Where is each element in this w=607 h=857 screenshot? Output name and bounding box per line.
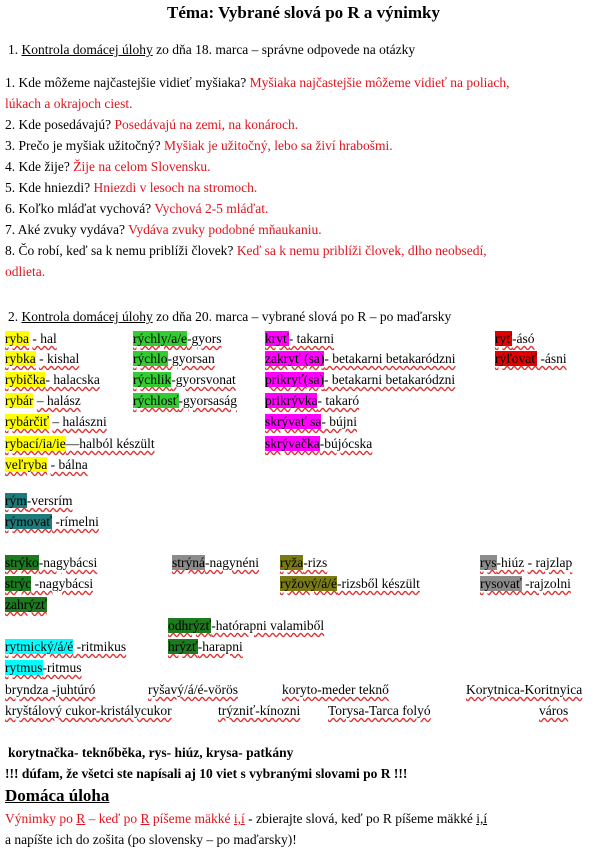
word-zahryzt: zahrýzť	[5, 597, 47, 612]
answer-text: Myšiaka najčastejšie môžeme vidieť na poliach,	[249, 75, 510, 90]
answer-text: Posedávajú na zemi, na konároch.	[114, 117, 299, 132]
word-rysavy: ryšavý/á/é-vörös	[148, 682, 238, 697]
homework-line1: Výnimky po R – keď po R píšeme mäkké i,í - zbierajte slová, keď po R píšeme mäkké i,í	[5, 811, 488, 826]
section2-heading: 2. Kontrola domácej úlohy zo dňa 20. marca – vybrané slová po R – po maďarsky	[8, 309, 452, 324]
word-torysa: Torysa-Tarca folyó	[328, 703, 431, 718]
word-rybka: rybka - kishal	[5, 351, 80, 366]
word-skryvacka: skrývačka-bújócska	[265, 436, 373, 451]
answer-text: Vychová 2-5 mláďat.	[154, 201, 269, 216]
word-ryba: ryba - hal	[5, 331, 57, 346]
word-hryzt: hrýzť-harapni	[168, 639, 243, 654]
qa-item	[5, 200, 268, 217]
word-odhryzt: odhrýzť-hatórapni valamiből	[168, 618, 325, 633]
page-title: Téma: Vybrané slová po R a výnimky	[167, 3, 440, 22]
word-rychlo: rýchlo-gyorsan	[133, 351, 215, 366]
qa-item	[5, 74, 510, 91]
word-rysovat: rysovať -rajzolni	[480, 576, 571, 591]
qa-item	[5, 158, 210, 175]
word-rymovat: rýmovať -rímelni	[5, 514, 99, 529]
word-rytmus: rytmus-ritmus	[5, 660, 82, 675]
word-ryvat: rýľovať -ásni	[495, 351, 567, 366]
word-velryba: veľryba - bálna	[5, 457, 88, 472]
qa-item	[5, 137, 393, 154]
word-stryc: strýc -nagybácsi	[5, 576, 94, 591]
question-text: 8. Čo robí, keď sa k nemu priblíži človek?	[5, 243, 234, 258]
qa-item	[5, 116, 298, 133]
answer-text: Vydáva zvuky podobné mňaukaniu.	[128, 222, 322, 237]
answer-text: Myšiak je užitočný, lebo sa živí hrabošmi.	[163, 138, 393, 153]
question-text: 7. Aké zvuky vydáva?	[5, 222, 125, 237]
question-text: 3. Prečo je myšiak užitočný?	[5, 138, 161, 153]
word-stryna: strýná-nagynéni	[172, 555, 259, 570]
answer-continuation: lúkach a okrajoch ciest.	[5, 96, 133, 111]
word-rybarcit: rybárčiť – halászni	[5, 414, 107, 429]
word-rychlik: rýchlik-gyorsvonat	[133, 372, 236, 387]
homework-heading: Domáca úloha	[5, 786, 110, 805]
word-rybar: rybár – halász	[5, 393, 81, 408]
question-text: 6. Koľko mláďat vychová?	[5, 201, 152, 216]
word-skryvat: skrývať sa- bújni	[265, 414, 358, 429]
word-rybicka: rybička- halacska	[5, 372, 100, 387]
word-varos: város	[539, 703, 569, 718]
word-koryto: koryto-meder teknő	[282, 682, 389, 697]
word-prikryt: prikryť(sa)- betakarni betakaródzni	[265, 372, 456, 387]
word-rytmicky: rytmický/á/é -ritmikus	[5, 639, 127, 654]
word-kryt: kryť- takarni	[265, 331, 335, 346]
word-rychly: rýchly/a/e-gyors	[133, 331, 222, 346]
question-text: 4. Kde žije?	[5, 159, 70, 174]
word-rychlost: rýchlosť-gyorsaság	[133, 393, 237, 408]
word-rybaci: rybací/ia/ie—halból készült	[5, 436, 155, 451]
answer-text: Hniezdi v lesoch na stromoch.	[93, 180, 258, 195]
qa-item	[5, 221, 322, 238]
answer-continuation: odlieta.	[5, 264, 46, 279]
word-ryt: ryť-ásó	[495, 331, 535, 346]
qa-item	[5, 242, 487, 259]
word-ryzovy: ryžový/á/é-rizsből készült	[280, 576, 420, 591]
homework-line2: a napíšte ich do zošita (po slovensky – po maďarsky)!	[5, 832, 297, 847]
word-prikryvka: prikrývka- takaró	[265, 393, 360, 408]
word-tryznit: trýzniť-kínozni	[218, 703, 301, 718]
extra-line2: !!! dúfam, že všetci ste napísali aj 10 viet s vybranými slovami po R !!!	[5, 766, 408, 781]
word-krystalovy: kryštálový cukor-kristálycukor	[5, 703, 172, 718]
word-korytnica: Korytnica-Koritnyica	[466, 682, 583, 697]
question-text: 2. Kde posedávajú?	[5, 117, 112, 132]
question-text: 5. Kde hniezdi?	[5, 180, 91, 195]
question-text: 1. Kde môžeme najčastejšie vidieť myšiaka?	[5, 75, 247, 90]
section1-heading: 1. Kontrola domácej úlohy zo dňa 18. marca – správne odpovede na otázky	[8, 42, 416, 57]
answer-text: Žije na celom Slovensku.	[73, 159, 211, 174]
word-bryndza: bryndza -juhtúró	[5, 682, 96, 697]
word-rys: rys-hiúz - rajzlap	[480, 555, 573, 570]
word-zakryt: zakryť (sa)- betakarni betakaródzni	[265, 351, 456, 366]
answer-text: Keď sa k nemu priblíži človek, dlho neobsedí,	[236, 243, 487, 258]
word-ryza: ryža-rizs	[280, 555, 328, 570]
qa-item	[5, 179, 257, 196]
word-stryko: strýko-nagybácsi	[5, 555, 98, 570]
extra-line1: korytnačka- teknőběka, rys- hiúz, krysa- patkány	[8, 745, 294, 760]
word-rym: rým-versrím	[5, 493, 73, 508]
